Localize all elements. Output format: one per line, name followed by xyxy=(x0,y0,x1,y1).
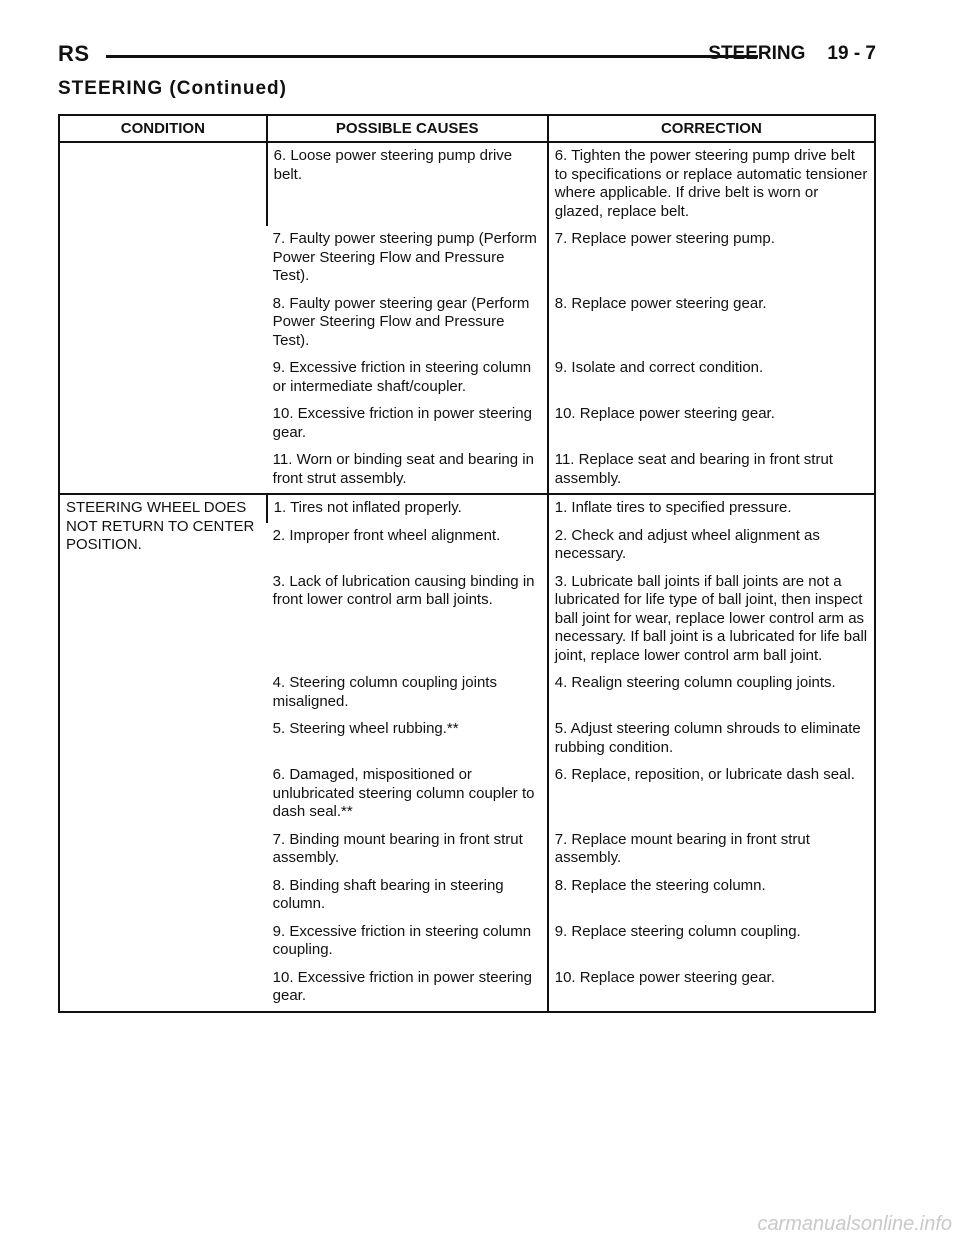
correction-cell: 6. Replace, reposition, or lubricate dash seal. xyxy=(548,762,875,827)
section-name: STEERING xyxy=(708,43,806,64)
cause-cell: 10. Excessive friction in power steering gear. xyxy=(272,405,532,441)
correction-cell: 11. Replace seat and bearing in front strut assembly. xyxy=(548,447,875,494)
section-title: STEERING (Continued) xyxy=(58,78,287,99)
condition-group xyxy=(59,142,875,494)
correction-cell: 9. Replace steering column coupling. xyxy=(548,919,875,965)
cause-cell: 9. Excessive friction in steering column coupling. xyxy=(272,922,532,958)
correction-cell: 10. Replace power steering gear. xyxy=(548,401,875,447)
correction-cell: 6. Tighten the power steering pump drive belt to specifications or replace automatic tensioner where applicable. If drive belt is worn or glazed, replace belt. xyxy=(548,142,875,226)
condition-cell xyxy=(59,142,267,494)
cause-cell: 8. Binding shaft bearing in steering column. xyxy=(272,876,504,912)
cause-cell: 3. Lack of lubrication causing binding in front lower control arm ball joints. xyxy=(272,572,535,608)
diagnosis-table xyxy=(58,114,876,1013)
cause-cell: 4. Steering column coupling joints misaligned. xyxy=(272,674,497,710)
column-header-causes: POSSIBLE CAUSES xyxy=(267,115,548,142)
table-header-row xyxy=(59,115,875,142)
cause-cell: 2. Improper front wheel alignment. xyxy=(272,526,501,544)
cause-cell: 7. Binding mount bearing in front strut assembly. xyxy=(272,830,523,866)
column-header-condition: CONDITION xyxy=(59,115,267,142)
watermark: carmanualsonline.info xyxy=(757,1213,952,1235)
column-header-correction: CORRECTION xyxy=(548,115,875,142)
table-row xyxy=(59,142,875,226)
correction-cell: 2. Check and adjust wheel alignment as necessary. xyxy=(548,523,875,569)
correction-cell: 10. Replace power steering gear. xyxy=(548,965,875,1012)
correction-cell: 4. Realign steering column coupling joints. xyxy=(548,670,875,716)
correction-cell: 7. Replace power steering pump. xyxy=(548,226,875,291)
correction-cell: 9. Isolate and correct condition. xyxy=(548,355,875,401)
cause-cell: 1. Tires not inflated properly. xyxy=(267,494,548,523)
page-header xyxy=(58,41,876,71)
correction-cell: 1. Inflate tires to specified pressure. xyxy=(548,494,875,523)
header-rule xyxy=(106,55,758,58)
cause-cell: 11. Worn or binding seat and bearing in front strut assembly. xyxy=(272,451,534,487)
model-code: RS xyxy=(58,41,90,66)
condition-cell: STEERING WHEEL DOES NOT RETURN TO CENTER POSITION. xyxy=(66,499,255,553)
condition-group xyxy=(59,494,875,1012)
correction-cell: 5. Adjust steering column shrouds to eliminate rubbing condition. xyxy=(548,716,875,762)
cause-cell: 10. Excessive friction in power steering gear. xyxy=(272,968,532,1004)
correction-cell: 7. Replace mount bearing in front strut assembly. xyxy=(548,827,875,873)
correction-cell: 3. Lubricate ball joints if ball joints are not a lubricated for life type of ball joint, then inspect ball joint for wear, replace lower control arm as necessary. If ball joint is a lubricated for life ball joint, replace lower control arm ball joint. xyxy=(548,569,875,671)
cause-cell: 8. Faulty power steering gear (Perform Power Steering Flow and Pressure Test). xyxy=(272,294,530,349)
cause-cell: 9. Excessive friction in steering column or intermediate shaft/coupler. xyxy=(272,359,532,395)
correction-cell: 8. Replace power steering gear. xyxy=(548,291,875,356)
cause-cell: 6. Damaged, mispositioned or unlubricated steering column coupler to dash seal.** xyxy=(272,766,535,820)
cause-cell: 6. Loose power steering pump drive belt. xyxy=(267,142,548,226)
correction-cell: 8. Replace the steering column. xyxy=(548,873,875,919)
page-number: 19 - 7 xyxy=(827,43,876,64)
table-row xyxy=(59,494,875,523)
header-right xyxy=(708,43,876,65)
cause-cell: 7. Faulty power steering pump (Perform Power Steering Flow and Pressure Test). xyxy=(272,230,537,284)
cause-cell: 5. Steering wheel rubbing.** xyxy=(272,720,459,737)
